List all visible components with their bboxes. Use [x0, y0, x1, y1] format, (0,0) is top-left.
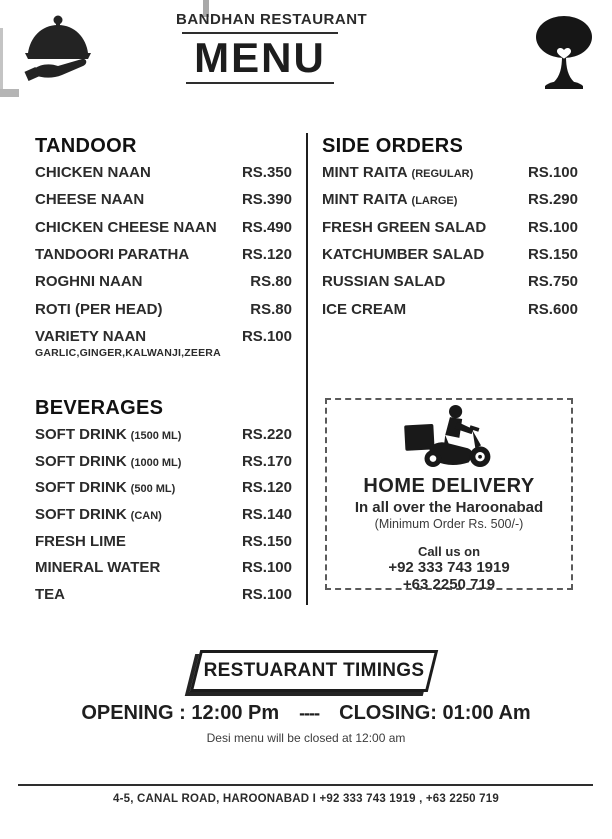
closing-time: CLOSING: 01:00 Am [339, 702, 531, 724]
menu-item [322, 159, 578, 186]
home-delivery-minimum: (Minimum Order Rs. 500/-) [374, 517, 524, 531]
item-price: RS.220 [241, 425, 292, 443]
item-name: MINT RAITA [322, 164, 408, 182]
item-price: RS.390 [241, 191, 292, 209]
item-price: RS.600 [527, 300, 578, 318]
item-name: VARIETY NAAN [35, 327, 147, 345]
menu-item [35, 214, 292, 241]
menu-item [35, 474, 292, 501]
menu-item [35, 295, 292, 322]
item-name: RUSSIAN SALAD [322, 273, 446, 291]
item-size: (LARGE) [411, 195, 458, 208]
item-size: (500 ML) [130, 483, 176, 496]
timings-banner [195, 650, 433, 692]
item-price: RS.100 [241, 559, 292, 577]
section-side-orders [322, 133, 578, 323]
timings-separator: ---- [299, 703, 320, 723]
item-name: ROGHNI NAAN [35, 273, 143, 291]
serving-hand-cloche-icon [20, 12, 92, 97]
phone-number-1: +92 333 743 1919 [388, 559, 510, 576]
header-divider-2 [186, 82, 334, 84]
menu-item [35, 421, 292, 448]
menu-item [322, 241, 578, 268]
footer-address: 4-5, CANAL ROAD, HAROONABAD I +92 333 743 1919 , +63 2250 719 [113, 793, 499, 805]
section-title: SIDE ORDERS [322, 135, 464, 157]
item-name: TANDOORI PARATHA [35, 246, 190, 264]
menu-item [35, 159, 292, 186]
item-name: TEA [35, 585, 65, 603]
timings-banner-label: RESTUARANT TIMINGS [203, 660, 425, 681]
phone-number-2: +63 2250 719 [402, 576, 496, 593]
menu-item [35, 323, 292, 350]
page-title: MENU [194, 34, 326, 81]
timings-note: Desi menu will be closed at 12:00 am [206, 731, 406, 745]
menu-item [35, 268, 292, 295]
item-name: CHEESE NAAN [35, 191, 145, 209]
section-title: BEVERAGES [35, 397, 164, 419]
item-price: RS.750 [527, 273, 578, 291]
section-beverages [35, 395, 292, 608]
menu-item [322, 268, 578, 295]
item-price: RS.290 [527, 191, 578, 209]
item-price: RS.80 [250, 273, 292, 291]
section-title: TANDOOR [35, 135, 137, 157]
menu-item [35, 186, 292, 213]
section-tandoor [35, 133, 292, 359]
scan-artifact-left-bar [0, 89, 19, 97]
scan-artifact-left-line [0, 28, 3, 90]
home-delivery-title: HOME DELIVERY [363, 475, 535, 497]
menu-item [35, 554, 292, 581]
item-name: ROTI (PER HEAD) [35, 300, 163, 318]
item-note: GARLIC,GINGER,KALWANJI,ZEERA [35, 347, 221, 360]
item-name: ICE CREAM [322, 300, 407, 318]
item-size: (1500 ML) [130, 429, 182, 442]
item-price: RS.490 [241, 218, 292, 236]
item-price: RS.120 [241, 479, 292, 497]
menu-item [35, 501, 292, 528]
item-name: SOFT DRINK [35, 505, 127, 523]
home-delivery-box [325, 398, 573, 593]
item-price: RS.80 [250, 300, 292, 318]
menu-item [35, 241, 292, 268]
item-price: RS.350 [241, 164, 292, 182]
column-divider [306, 133, 308, 605]
item-price: RS.100 [527, 218, 578, 236]
timings-line [0, 702, 612, 725]
opening-time: OPENING : 12:00 Pm [81, 702, 280, 724]
menu-item [35, 448, 292, 475]
call-us-label: Call us on [417, 544, 481, 559]
tree-heart-icon [530, 14, 598, 99]
item-name: CHICKEN NAAN [35, 164, 151, 182]
item-name: CHICKEN CHEESE NAAN [35, 218, 217, 236]
menu-item [322, 186, 578, 213]
item-name: SOFT DRINK [35, 425, 127, 443]
item-name: SOFT DRINK [35, 479, 127, 497]
item-price: RS.100 [527, 164, 578, 182]
item-size: (CAN) [130, 509, 162, 522]
item-name: FRESH LIME [35, 532, 126, 550]
footer-divider [18, 784, 593, 786]
item-price: RS.150 [527, 246, 578, 264]
item-name: SOFT DRINK [35, 452, 127, 470]
item-size: (1000 ML) [130, 456, 182, 469]
menu-item [322, 214, 578, 241]
header-title-block [176, 11, 368, 84]
menu-item [322, 295, 578, 322]
delivery-scooter-icon [327, 404, 571, 473]
item-name: MINT RAITA [322, 191, 408, 209]
item-price: RS.100 [241, 585, 292, 603]
item-price: RS.120 [241, 246, 292, 264]
restaurant-name: BANDHAN RESTAURANT [176, 11, 368, 28]
item-name: FRESH GREEN SALAD [322, 218, 487, 236]
home-delivery-coverage: In all over the Haroonabad [354, 499, 544, 516]
item-price: RS.170 [241, 452, 292, 470]
item-price: RS.140 [241, 505, 292, 523]
menu-item [35, 528, 292, 555]
menu-item [35, 581, 292, 608]
item-price: RS.100 [241, 327, 292, 345]
item-size: (REGULAR) [411, 168, 474, 181]
item-name: KATCHUMBER SALAD [322, 246, 485, 264]
item-name: MINERAL WATER [35, 559, 161, 577]
item-price: RS.150 [241, 532, 292, 550]
